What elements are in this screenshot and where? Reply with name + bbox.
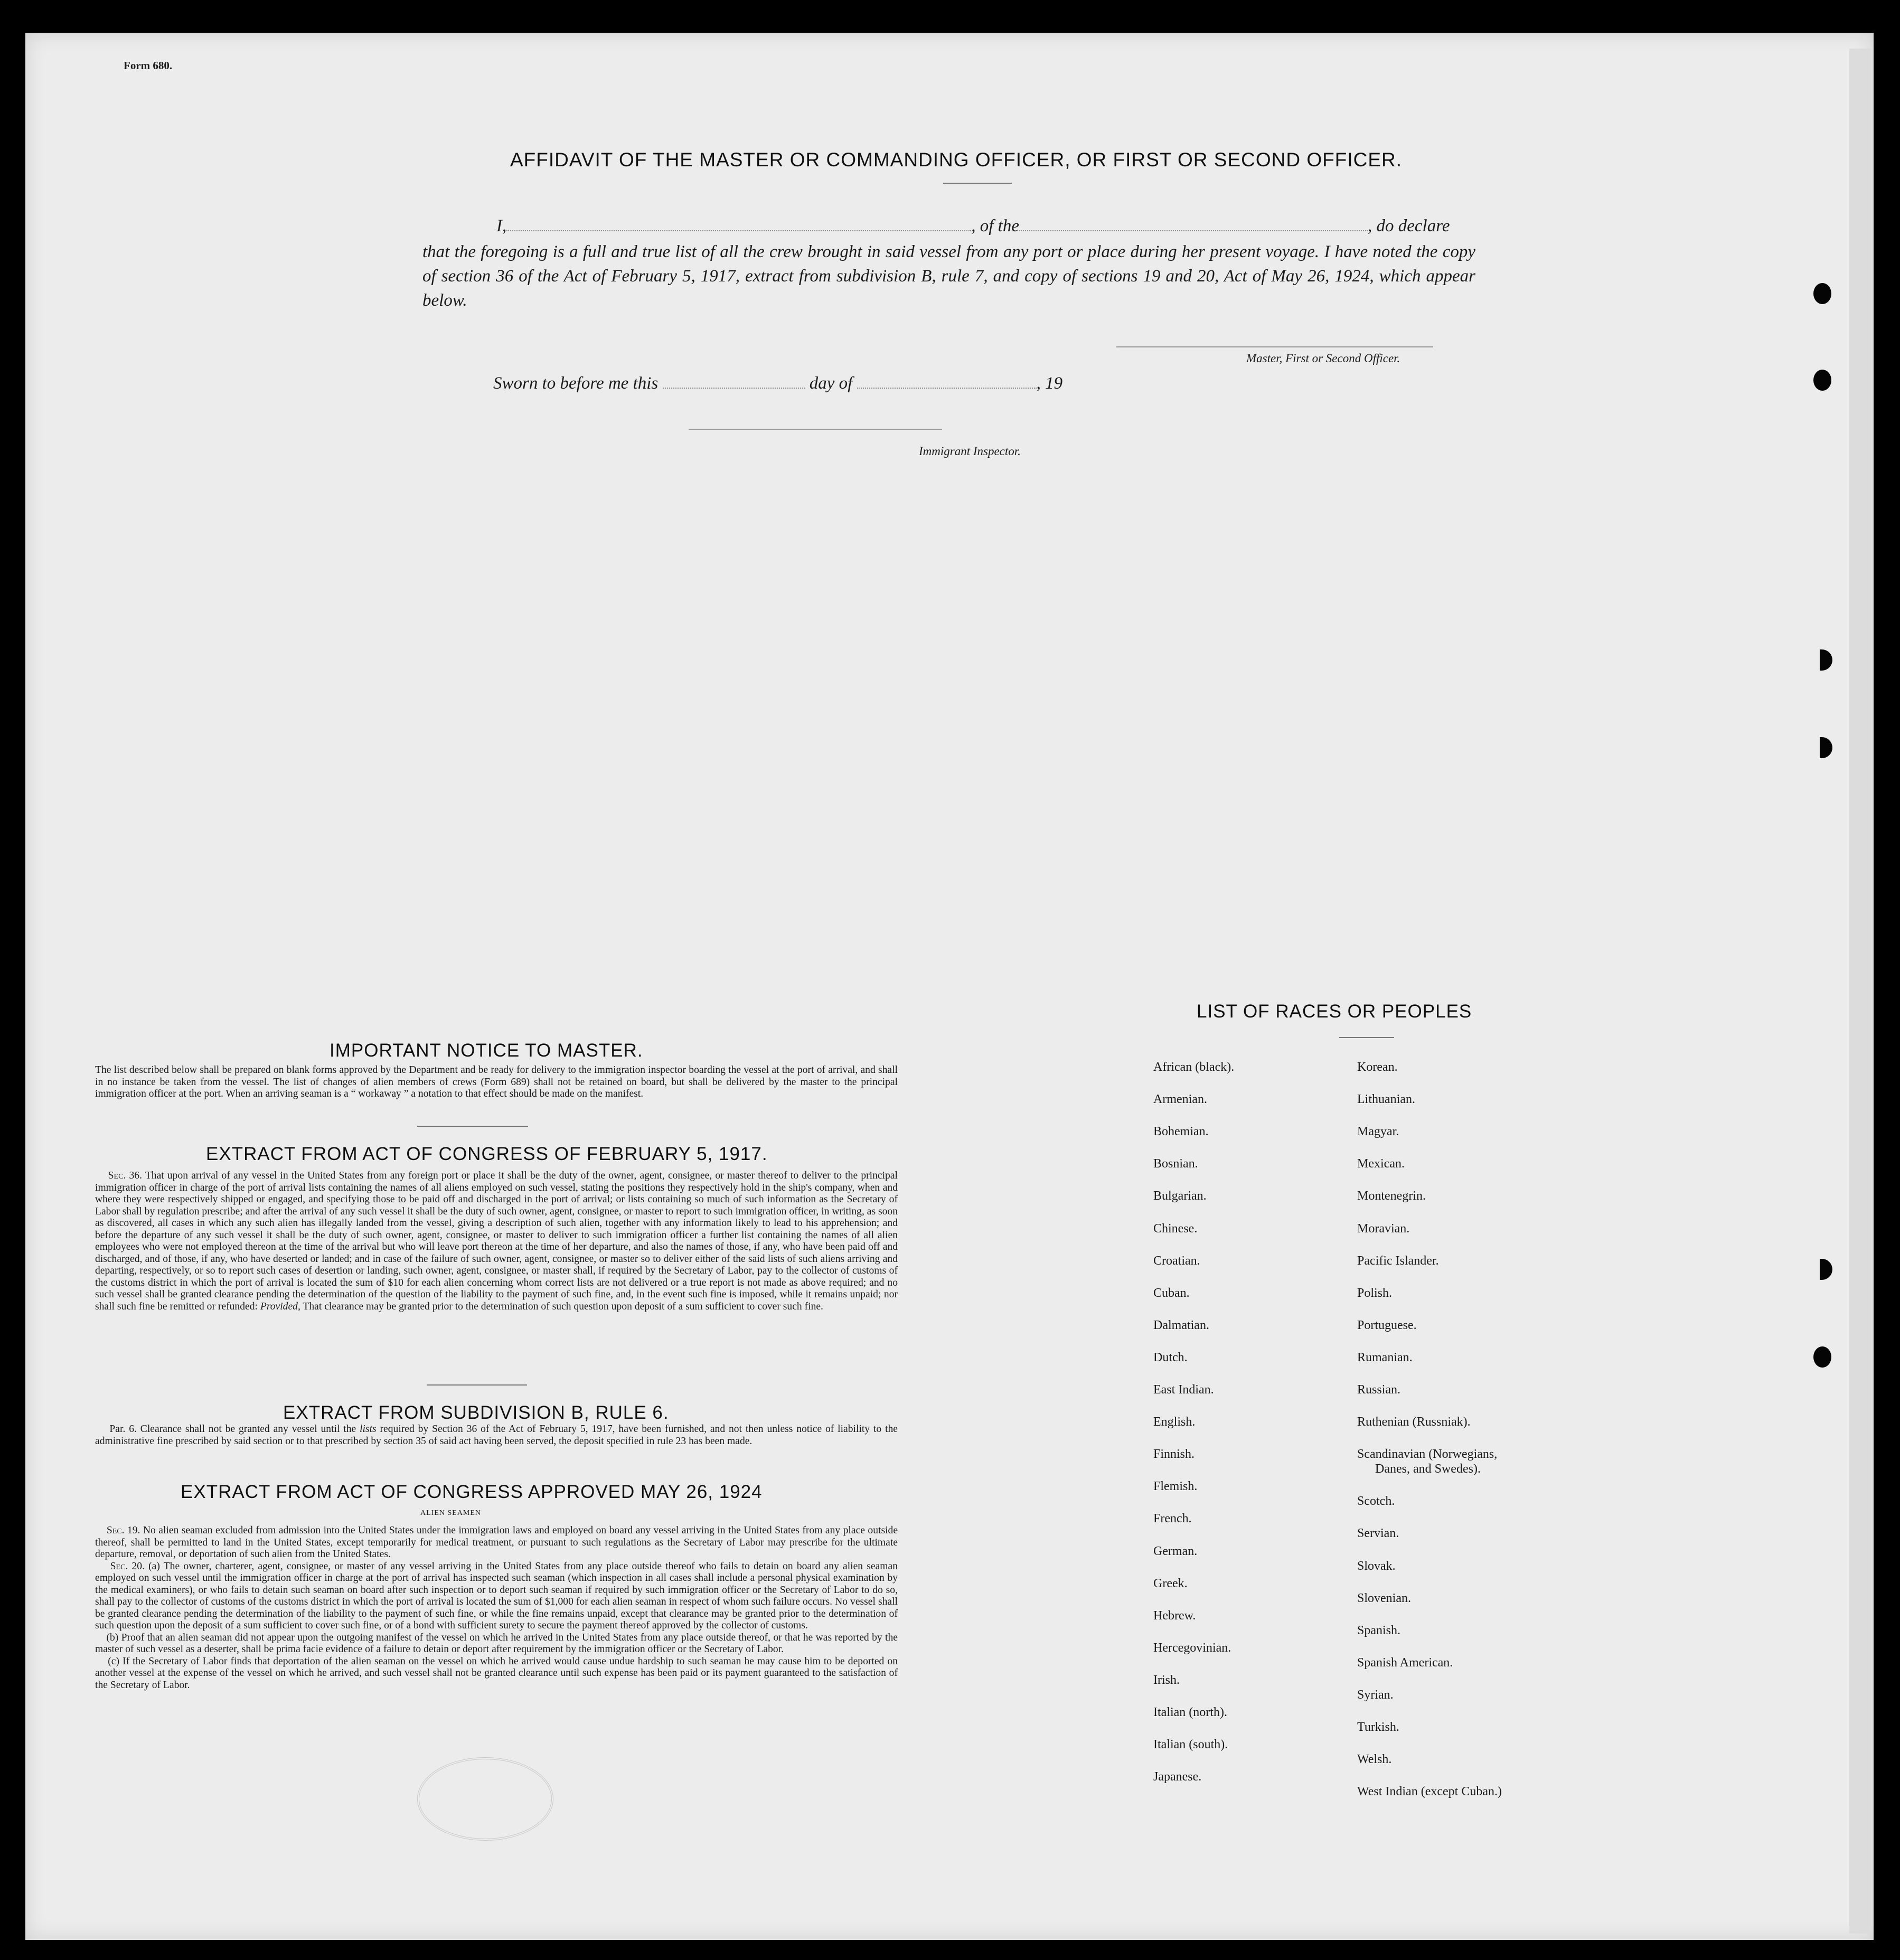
sec-19-text: No alien seaman excluded from admission into the United States under the immigration laws and employed on board any vessel arriving in the United States from any place outside thereof, shall be permitted to land in the United States, except temporarily for medical treatment, or pursuant to such regulations as the Secretary of Labor may prescribe for the ultimate departure, removal, or deportation of such alien from the United States.: [95, 1525, 898, 1560]
extract-1917-text: [95, 1170, 898, 1313]
affidavit-declare-label: , do declare: [1367, 216, 1450, 235]
race-item: Slovak.: [1357, 1559, 1396, 1573]
affidavit-text: that the foregoing is a full and true list of all the crew brought in said vessel from any port or place during her present voyage. I have noted the copy of section 36 of the Act of February 5, 1917, extract from subdivision B, rule 7, and copy of sections 19 and 20, Act of May 26, 1924, which appear below.: [422, 242, 1475, 310]
inspector-signature-line: [689, 429, 942, 430]
race-item: Spanish American.: [1357, 1655, 1453, 1670]
race-item: Scotch.: [1357, 1494, 1395, 1509]
race-item: Syrian.: [1357, 1688, 1394, 1702]
race-item: Mexican.: [1357, 1157, 1405, 1171]
race-item: Bulgarian.: [1153, 1189, 1207, 1203]
section-divider: [427, 1384, 527, 1386]
race-item: Turkish.: [1357, 1720, 1399, 1734]
race-item: Montenegrin.: [1357, 1189, 1426, 1203]
form-number: Form 680.: [124, 59, 173, 72]
race-item: Greek.: [1153, 1576, 1188, 1590]
race-item: Finnish.: [1153, 1447, 1195, 1462]
race-item: Spanish.: [1357, 1623, 1401, 1637]
faint-stamp-seal: [417, 1757, 553, 1841]
rule-6-text: [95, 1424, 898, 1447]
sec-36-text: That upon arrival of any vessel in the United States from any foreign port or place it shall be the duty of the owner, agent, consignee, or master thereof to deliver to the principal immigration officer in charge of the port of arrival lists containing the names of all aliens employed on such vessel, stating the positions they respectively hold in the ship's company, when and where they were respectively shipped or engaged, and specifying those to be paid off and discharged in the port of arrival; or lists containing so much of such information as the Secretary of Labor shall by regulation prescribe; and after the arrival of any such vessel it shall be the duty of such owner, agent, consignee, or master to report to such immigration officer, in writing, as soon as discovered, all cases in which any such alien has illegally landed from the vessel, giving a description of such alien, together with any information likely to lead to his apprehension; and before the departure of any such vessel it shall be the duty of such owner, agent, consignee, or master to deliver to such immigration officer a further list containing the names of all alien employees who were not employed thereon at the time of the arrival but who will leave port thereon at the time of her departure, and also the names of those, if any, who have been paid off and discharged, and of those, if any, who have deserted or landed; and in case of the failure of such owner, agent, consignee, or master so to deliver either of the said lists of such aliens arriving and departing, respectively, or so to report such cases of desertion or landing, such owner, agent, consignee, or master shall, if required by the Secretary of Labor, pay to the collector of customs of the customs district in which the port of arrival is located the sum of $10 for each alien concerning whom correct lists are not delivered or a true report is not made as above required; and no such vessel shall be granted clearance pending the determination of the question of the liability to the payment of such fine, and, in the event such fine is imposed, while it remains unpaid; nor shall such fine be remitted or refunded:: [95, 1170, 898, 1312]
race-item: Scandinavian (Norwegians,: [1357, 1447, 1498, 1462]
rule-6-text-after: required by Section 36 of the Act of February 5, 1917, have been furnished, and not then unless notice of liability to the administrative fine prescribed by said section or to that prescribed by section 35 of said act having been served, the deposit specified in rule 23 has been made.: [95, 1424, 898, 1447]
race-item: Bohemian.: [1153, 1125, 1209, 1139]
rule-6-text-before: Clearance shall not be granted any vessel until the: [140, 1424, 356, 1435]
punch-hole: [1813, 1346, 1831, 1368]
race-item: West Indian (except Cuban.): [1357, 1785, 1502, 1799]
sec-20a-text: (a) The owner, charterer, agent, consignee, or master of any vessel arriving in the United States from any place outside thereof who fails to detain on board any alien seaman employed on such vessel until the immigration officer in charge at the port of arrival has inspected such seaman (which inspection in all cases shall include a personal physical examination by the medical examiners), or who fails to detain such seaman on board after such inspection or to deport such seaman if required by such immigration officer or the Secretary of Labor to do so, shall pay to the collector of customs of the customs district in which the port of arrival is located the sum of $1,000 for each alien seaman in respect of whom such failure occurs. No vessel shall be granted clearance pending the determination of the liability to the payment of such fine, or while the fine remains unpaid, except that clearance may be granted prior to the determination of such question upon the deposit of a sum sufficient to cover such fine, or of a bond with sufficient surety to secure the payment thereof approved by the collector of customs.: [95, 1560, 898, 1631]
sworn-line: [493, 373, 1062, 393]
affidavit-of-the-label: , of the: [971, 216, 1019, 235]
sworn-year: , 19: [1036, 374, 1063, 393]
race-item: Welsh.: [1357, 1752, 1392, 1767]
race-item: Pacific Islander.: [1357, 1254, 1439, 1268]
affidavit-i-label: I,: [496, 216, 507, 235]
race-item: Irish.: [1153, 1673, 1180, 1687]
sworn-day-of: day of: [809, 374, 853, 393]
extract-1924-title: EXTRACT FROM ACT OF CONGRESS APPROVED MAY 26, 1924: [181, 1482, 763, 1502]
vessel-blank: [1019, 215, 1368, 231]
notice-text: The list described below shall be prepared on blank forms approved by the Department and be ready for delivery to the immigration inspector boarding the vessel at the port of arrival, and shall in no instance be taken from the vessel. The list of changes of alien members of crews (Form 689) shall not be retained on board, but shall be delivered by the master to the principal immigration officer at the port. When an arriving seaman is a “ workaway ” a notation to that effect should be made on the manifest.: [95, 1064, 898, 1099]
race-item: African (black).: [1153, 1060, 1235, 1074]
affidavit-title: AFFIDAVIT OF THE MASTER OR COMMANDING OFFICER, OR FIRST OR SECOND OFFICER.: [510, 149, 1403, 171]
race-item: Italian (south).: [1153, 1738, 1228, 1752]
race-item: Hebrew.: [1153, 1608, 1196, 1623]
race-item: Polish.: [1357, 1286, 1393, 1300]
sec-20c-paragraph: [95, 1656, 898, 1692]
race-item: Portuguese.: [1357, 1318, 1417, 1332]
race-item: English.: [1153, 1415, 1196, 1429]
sec-20-label: Sec. 20.: [110, 1560, 145, 1572]
race-item: Ruthenian (Russniak).: [1357, 1415, 1471, 1429]
month-blank: [857, 373, 1037, 389]
sec-19-label: Sec. 19.: [106, 1525, 140, 1536]
race-item: Armenian.: [1153, 1092, 1207, 1107]
race-item: Italian (north).: [1153, 1705, 1227, 1719]
alien-seamen-subtitle: ALIEN SEAMEN: [420, 1509, 482, 1517]
race-item: Korean.: [1357, 1060, 1398, 1074]
race-item: Hercegovinian.: [1153, 1641, 1231, 1655]
sec-19-paragraph: [95, 1525, 898, 1561]
race-item: Danes, and Swedes).: [1375, 1462, 1481, 1476]
race-item: Russian.: [1357, 1383, 1401, 1397]
race-item: Magyar.: [1357, 1125, 1399, 1139]
sec-20a-paragraph: [95, 1561, 898, 1632]
race-item: Bosnian.: [1153, 1157, 1198, 1171]
affidavit-declaration-line: [496, 215, 1450, 236]
rule-6-title: EXTRACT FROM SUBDIVISION B, RULE 6.: [283, 1402, 669, 1423]
races-title: LIST OF RACES OR PEOPLES: [1197, 1001, 1472, 1022]
race-item: Servian.: [1357, 1526, 1399, 1541]
page-edge: [1849, 49, 1870, 1934]
race-item: Chinese.: [1153, 1221, 1198, 1236]
race-item: Japanese.: [1153, 1770, 1202, 1784]
day-blank: [663, 373, 805, 389]
par-6-label: Par. 6.: [109, 1424, 137, 1435]
race-item: Slovenian.: [1357, 1591, 1411, 1605]
sec-20b-paragraph: [95, 1632, 898, 1656]
provided-text: That clearance may be granted prior to the determination of such question upon deposit of a sum sufficient to cover such fine.: [303, 1301, 823, 1312]
title-divider: [943, 183, 1012, 184]
race-item: Cuban.: [1153, 1286, 1190, 1300]
race-item: East Indian.: [1153, 1383, 1214, 1397]
race-item: Lithuanian.: [1357, 1092, 1415, 1107]
races-divider: [1339, 1037, 1394, 1038]
race-item: Dalmatian.: [1153, 1318, 1209, 1332]
race-item: French.: [1153, 1512, 1192, 1526]
race-item: Rumanian.: [1357, 1350, 1413, 1364]
provided-label: Provided,: [260, 1301, 300, 1312]
race-item: Moravian.: [1357, 1221, 1410, 1236]
inspector-label: Immigrant Inspector.: [919, 445, 1021, 458]
extract-1917-title: EXTRACT FROM ACT OF CONGRESS OF FEBRUARY 5, 1917.: [206, 1144, 768, 1164]
section-divider: [417, 1126, 528, 1127]
race-item: Dutch.: [1153, 1350, 1188, 1364]
sec-36-label: Sec. 36.: [108, 1170, 142, 1181]
race-item: Flemish.: [1153, 1480, 1198, 1494]
master-signature-line: [1116, 346, 1433, 347]
rule-6-lists-word: lists: [360, 1424, 377, 1435]
notice-title: IMPORTANT NOTICE TO MASTER.: [330, 1040, 643, 1061]
sec-20c-text: (c) If the Secretary of Labor finds that deportation of the alien seaman on the vessel on which he arrived would cause undue hardship to such seaman he may cause him to be deported on another vessel at the expense of the vessel on which he arrived, and such vessel shall not be granted clearance until such expense has been paid or its payment guaranteed to the satisfaction of the Secretary of Labor.: [95, 1655, 898, 1691]
master-signature-label: Master, First or Second Officer.: [1246, 352, 1400, 365]
name-blank: [506, 215, 971, 231]
race-item: German.: [1153, 1544, 1198, 1558]
sec-20b-text: (b) Proof that an alien seaman did not appear upon the outgoing manifest of the vessel on which he arrived in the United States from any place outside thereof, or that he was reported by the master of such vessel as a deserter, shall be prima facie evidence of a failure to detain or deport after requirement by the immigration officer or the Secretary of Labor.: [95, 1632, 898, 1655]
punch-hole: [1813, 370, 1831, 391]
punch-hole: [1813, 283, 1831, 304]
extract-1924-text: [95, 1525, 898, 1691]
sworn-prefix: Sworn to before me this: [493, 374, 659, 393]
race-item: Croatian.: [1153, 1254, 1200, 1268]
